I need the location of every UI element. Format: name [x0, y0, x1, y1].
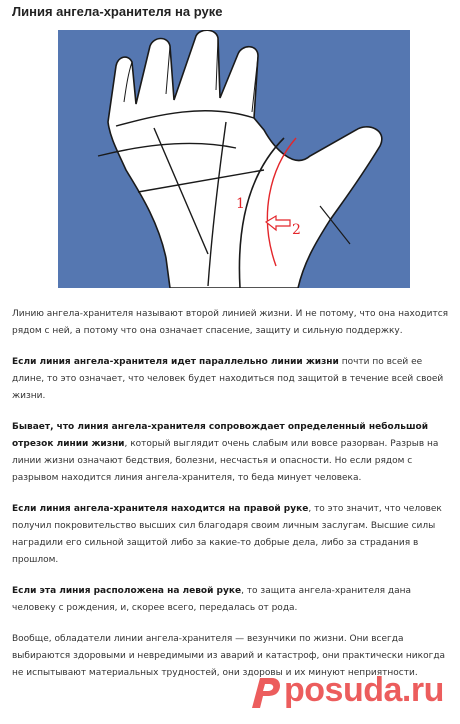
paragraph-parallel	[12, 354, 452, 405]
paragraph-bold: Если линия ангела-хранителя идет параллельно линии жизни	[12, 357, 339, 367]
paragraph-segment	[12, 419, 452, 487]
paragraph-bold: Если линия ангела-хранителя находится на правой руке	[12, 504, 309, 514]
paragraph-text: , то это значит, что человек получил покровительство высших сил благодаря своим личным заслугам. Высшие силы наградили его сильной защитой либо за какие-то добрые дела, либо за страдания в прошлом.	[12, 504, 442, 565]
paragraph-intro	[12, 306, 452, 340]
paragraph-bold: Если эта линия расположена на левой руке	[12, 586, 242, 596]
palm-illustration	[58, 30, 410, 288]
paragraph-left-hand	[12, 583, 452, 617]
paragraph-bold: Бывает, что линия ангела-хранителя сопровождает определенный небольшой отрезок линии жизни	[12, 422, 428, 449]
article-body	[12, 306, 452, 682]
paragraph-text: , то защита ангела-хранителя дана человеку с рождения, и, скорее всего, передалась от рода.	[12, 586, 412, 613]
paragraph-text: Линию ангела-хранителя называют второй линией жизни. И не потому, что она находится рядом с ней, а потому что она означает спасение, защиту и сильную поддержку.	[12, 309, 449, 336]
paragraph-right-hand	[12, 501, 452, 569]
article-title: Линия ангела-хранителя на руке	[12, 4, 223, 19]
watermark-text: posuda.ru	[284, 671, 444, 709]
paragraph-text: почти по всей ее длине, то это означает, что человек будет находиться под защитой в течение всей своей жизни.	[12, 357, 444, 401]
paragraph-text: , который выглядит очень слабым или вовсе разорван. Разрыв на линии жизни означают бедствия, болезни, несчастья и опасности. Но если рядом с разрывом находится линия ангела-хранителя, то беда минует человека.	[12, 439, 439, 483]
figure-label-1: 1	[236, 196, 245, 212]
paragraph-conclusion	[12, 631, 452, 682]
figure-label-2: 2	[292, 222, 301, 238]
paragraph-text: Вообще, обладатели линии ангела-хранителя — везунчики по жизни. Они всегда выбираются здоровыми и невредимыми из аварий и катастроф, они практически никогда не испытывают материальных трудностей, они здоровы и их минуют неприятности.	[12, 634, 446, 678]
